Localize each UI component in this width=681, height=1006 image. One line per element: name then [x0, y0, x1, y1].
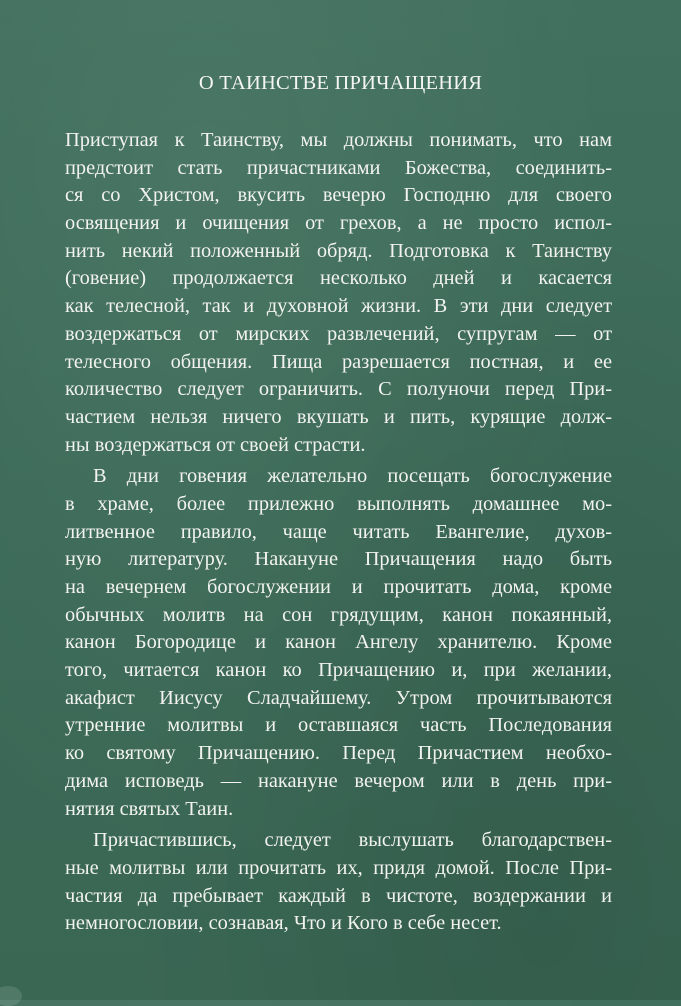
paragraph-2 — [65, 463, 612, 823]
text-line: немногословии, сознавая, Что и Кого в себе несет. — [65, 912, 502, 935]
page-corner-mark — [0, 986, 22, 1006]
text-line: В дни говения желательно посещать богослужение — [93, 465, 612, 488]
text-line: акафист Иисусу Сладчайшему. Утром прочитываются — [65, 686, 612, 709]
text-line: количество следует ограничить. С полуночи перед При- — [65, 378, 612, 401]
text-line: того, читается канон ко Причащению и, при желании, — [65, 659, 612, 682]
paragraph-3 — [65, 827, 612, 938]
text-line: ны воздержаться от своей страсти. — [65, 433, 366, 456]
text-line: как телесной, так и духовной жизни. В эти дни следует — [65, 295, 612, 318]
text-line: ся со Христом, вкусить вечерю Господню для своего — [65, 184, 612, 207]
paragraph-1 — [65, 127, 612, 459]
text-line: на вечернем богослужении и прочитать дома, кроме — [65, 576, 612, 598]
text-line: (говение) продолжается несколько дней и касается — [65, 267, 612, 290]
text-line: предстоит стать причастниками Божества, соединить- — [65, 156, 612, 179]
text-line: Причастившись, следует выслушать благодарствен- — [93, 829, 612, 852]
text-line: воздержаться от мирских развлечений, супругам — от — [65, 322, 612, 345]
text-line: телесного общения. Пища разрешается постная, и ее — [65, 350, 612, 373]
text-line: дима исповедь — накануне вечером или в день при- — [65, 769, 612, 792]
text-line: утренние молитвы и оставшаяся часть Последования — [65, 714, 612, 737]
body-text — [65, 127, 612, 938]
text-line: нить некий положенный обряд. Подготовка к Таинству — [65, 239, 612, 262]
text-line: нятия святых Таин. — [65, 797, 234, 820]
text-line: Приступая к Таинству, мы должны понимать, что нам — [65, 129, 612, 151]
text-line: частия да пребывает каждый в чистоте, воздержании и — [65, 884, 612, 907]
text-line: ко святому Причащению. Перед Причастием необхо- — [65, 742, 612, 765]
text-line: в храме, более прилежно выполнять домашнее мо- — [65, 492, 612, 515]
text-line: частием нельзя ничего вкушать и пить, курящие долж- — [65, 405, 612, 428]
text-line: обычных молитв на сон грядущим, канон покаянный, — [65, 603, 612, 626]
page-title: О ТАИНСТВЕ ПРИЧАЩЕНИЯ — [198, 72, 483, 94]
text-line: ную литературу. Накануне Причащения надо быть — [65, 548, 612, 571]
text-line: ные молитвы или прочитать их, придя домой. После При- — [65, 856, 612, 879]
text-line: канон Богородице и канон Ангелу хранителю. Кроме — [65, 631, 612, 654]
text-line: литвенное правило, чаще читать Евангелие, духов- — [65, 520, 612, 543]
text-line: освящения и очищения от грехов, а не просто испол- — [65, 212, 612, 235]
